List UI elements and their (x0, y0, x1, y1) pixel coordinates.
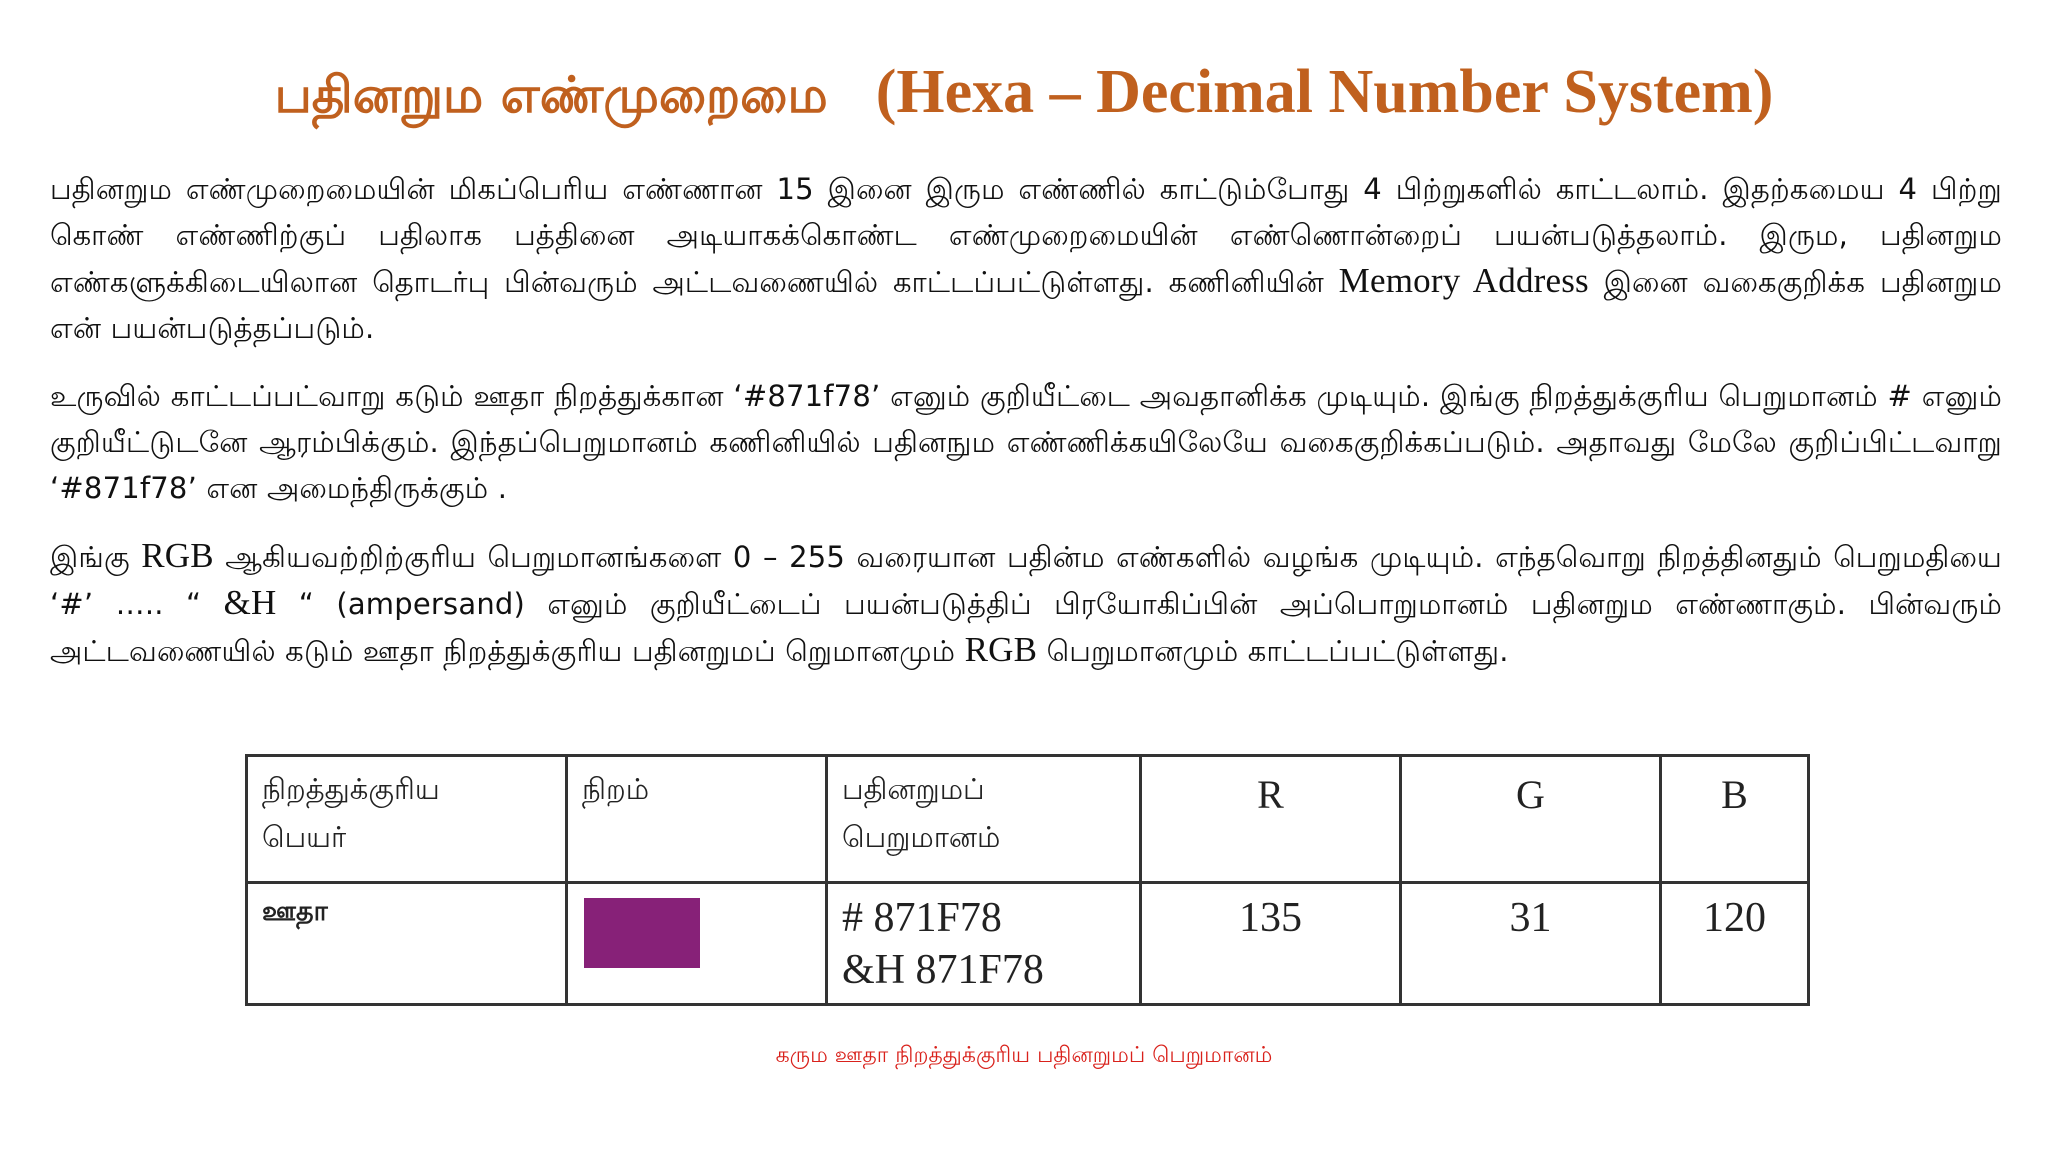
color-name: ஊதா (262, 896, 328, 927)
hex-value-ampersand: &H 871F78 (842, 947, 1044, 993)
color-table (245, 754, 1810, 1006)
title-english: (Hexa – Decimal Number System) (875, 58, 1774, 126)
header-g (1401, 756, 1661, 883)
cell-hex-value (827, 883, 1141, 1005)
table-header-row (247, 756, 1809, 883)
paragraph-text: இங்கு (50, 540, 142, 574)
header-r (1141, 756, 1401, 883)
cell-b (1661, 883, 1809, 1005)
header-hex-line2: பெறுமானம் (842, 820, 1001, 854)
paragraph-2 (50, 373, 2002, 511)
header-color-label: நிறம் (582, 772, 650, 806)
r-value: 135 (1239, 895, 1302, 941)
header-r-label: R (1257, 772, 1284, 817)
table-row (247, 883, 1809, 1005)
header-color-name-line1: நிறத்துக்குரிய (262, 772, 440, 806)
cell-r (1141, 883, 1401, 1005)
slide-title (0, 52, 2048, 135)
cell-g (1401, 883, 1661, 1005)
english-term: RGB (141, 536, 214, 575)
color-swatch (584, 898, 700, 968)
header-color-name (247, 756, 567, 883)
header-hex-line1: பதினறுமப் (842, 772, 985, 806)
english-term: &H (223, 583, 277, 622)
header-b-label: B (1721, 772, 1748, 817)
cell-color-name (247, 883, 567, 1005)
paragraph-3 (50, 533, 2002, 674)
body-text (50, 166, 2002, 696)
header-g-label: G (1516, 772, 1545, 817)
paragraph-text: இனை வகைகுறிக்க பதினறும என் பயன்படுத்தப்படும். (50, 265, 2002, 345)
paragraph-text: உருவில் காட்டப்பட்வாறு கடும் ஊதா நிறத்துக்கான ‘#871f78’ எனும் குறியீட்டை அவதானிக்க முடியும். இங்கு நிறத்துக்குரிய பெறுமானம் # எனும் குறியீட்டுடனே ஆரம்பிக்கும். இந்தப்பெறுமானம் கணினியில் பதினநும எண்ணிக்கயிலேயே வகைகுறிக்கப்படும். அதாவது மேலே குறிப்பிட்டவாறு ‘#871f78’ என அமைந்திருக்கும் . (50, 379, 2002, 505)
english-term: RGB (964, 630, 1038, 669)
english-term: Memory Address (1338, 261, 1589, 300)
header-color-name-line2: பெயர் (262, 820, 347, 854)
hex-value-hash: # 871F78 (842, 895, 1002, 941)
paragraph-text: “ (ampersand) எனும் குறியீட்டைப் பயன்படுத்திப் பிரயோகிப்பின் அப்பொறுமானம் பதினறும எண்ணாகும். பின்வரும் அட்டவணையில் கடும் ஊதா நிறத்துக்குரிய பதினறுமப் றெுமானமும் (50, 587, 2002, 668)
table-caption: கரும ஊதா நிறத்துக்குரிய பதினறுமப் பெறுமானம் (775, 1043, 1273, 1068)
header-hex-value (827, 756, 1141, 883)
b-value: 120 (1703, 895, 1766, 941)
header-b (1661, 756, 1809, 883)
paragraph-text: பெறுமானமும் காட்டப்பட்டுள்ளது. (1037, 634, 1509, 668)
cell-color-swatch (567, 883, 827, 1005)
paragraph-text: பதினறும எண்முறைமையின் மிகப்பெரிய எண்ணான 15 இனை இரும எண்ணில் காட்டும்போது 4 பிற்றுகளில் காட்டலாம். இதற்கமைய 4 பிற்று கொண் எண்ணிற்குப் பதிலாக பத்தினை அடியாகக்கொண்ட எண்முறைமையின் எண்ணொன்றைப் பயன்படுத்தலாம். இரும, பதினறும எண்களுக்கிடையிலான தொடர்பு பின்வரும் அட்டவணையில் காட்டப்பட்டுள்ளது. கணினியின் (50, 172, 2002, 299)
paragraph-1 (50, 166, 2002, 351)
paragraph-text: ஆகியவற்றிற்குரிய பெறுமானங்களை 0 – 255 வரையான பதின்ம எண்களில் வழங்க முடியும். எந்தவொறு நிறத்தினதும் பெறுமதியை ‘#’ ….. “ (50, 540, 2002, 621)
title-tamil: பதினறும எண்முறைமை (274, 66, 828, 124)
header-color (567, 756, 827, 883)
g-value: 31 (1509, 895, 1552, 941)
color-table-wrap (245, 754, 1807, 1006)
